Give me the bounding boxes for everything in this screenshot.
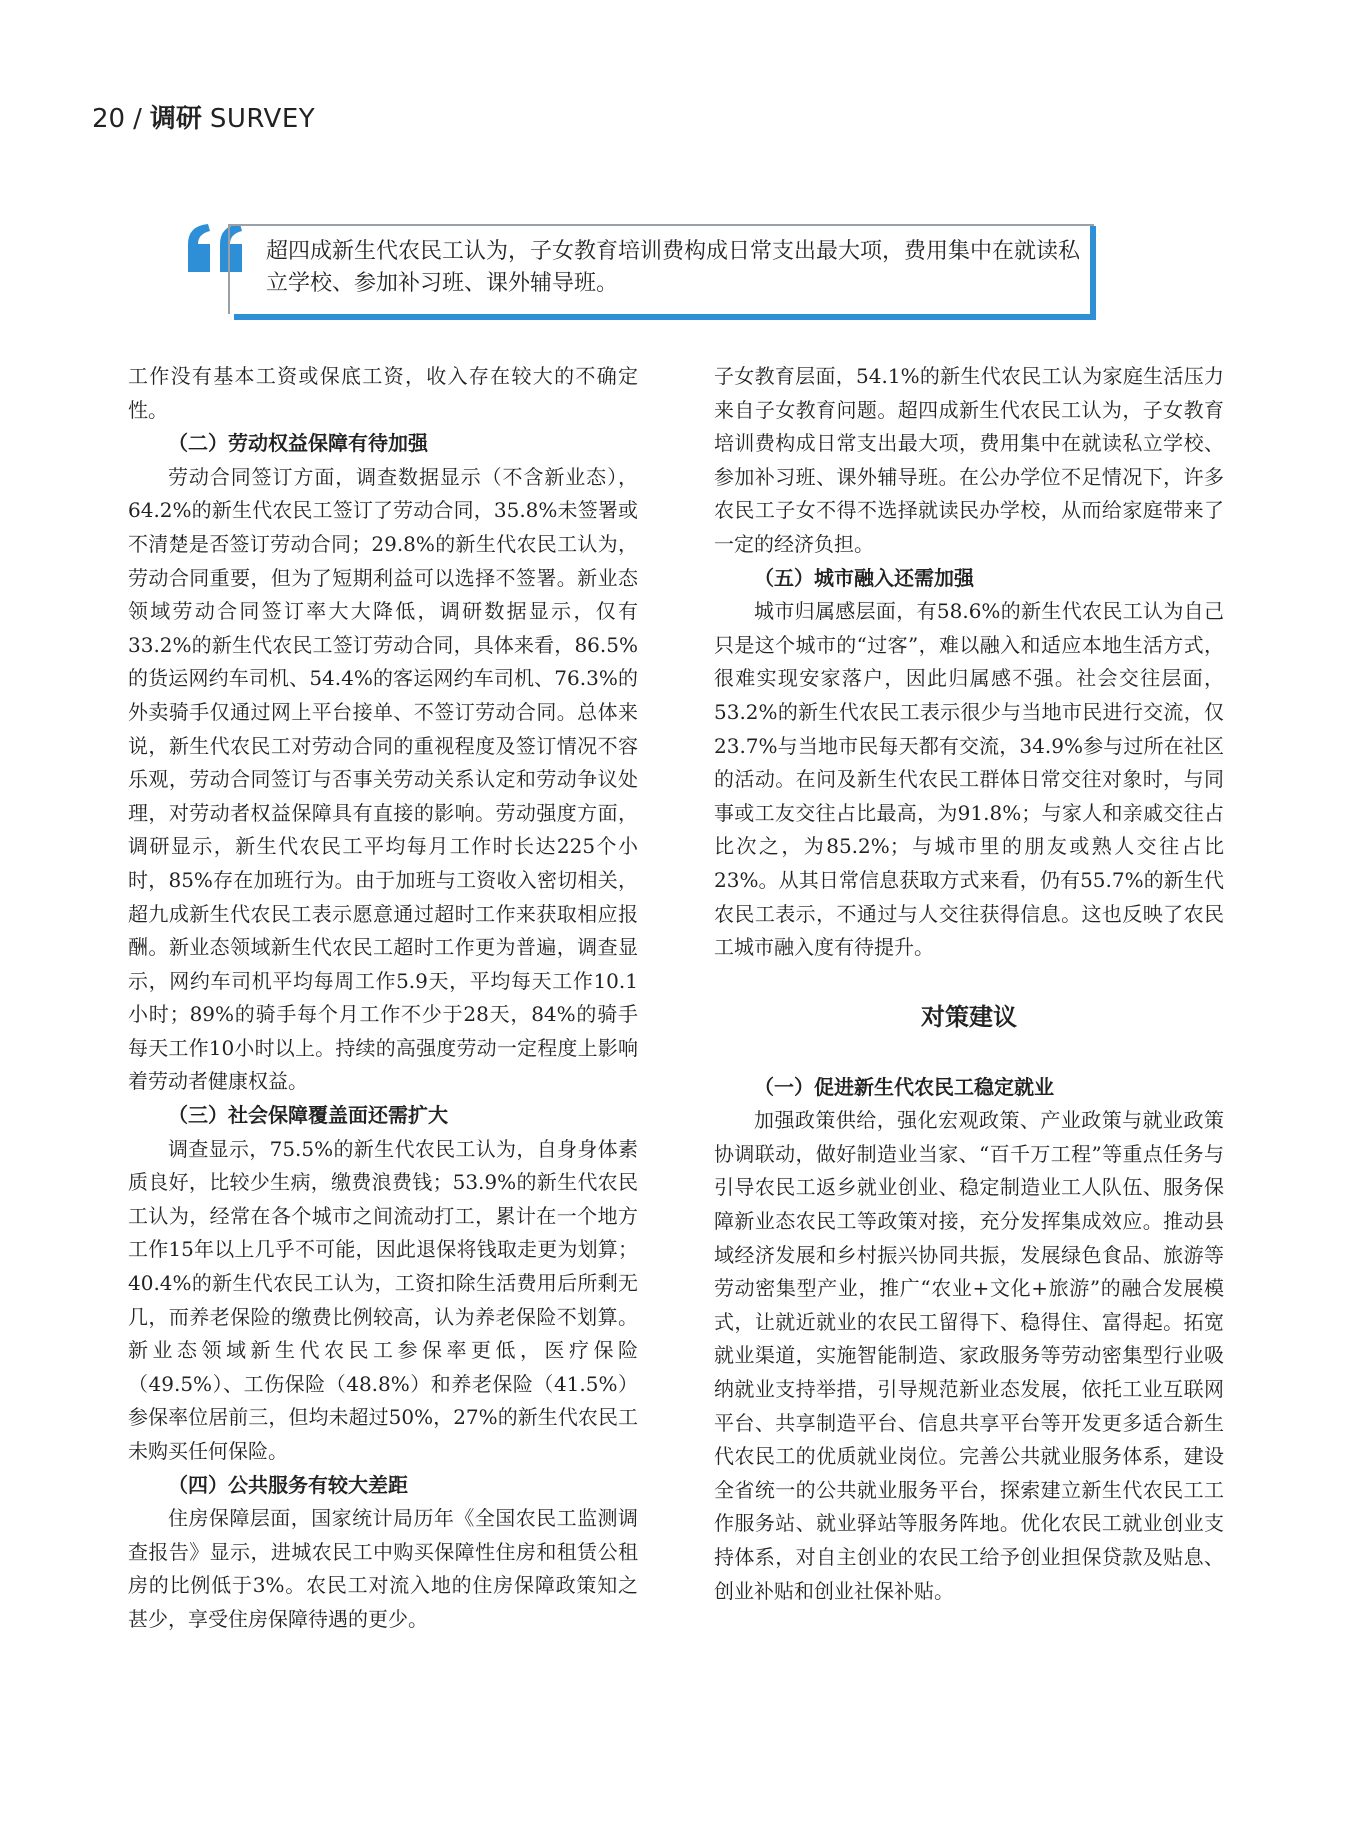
section-heading-recommendations: 对策建议	[921, 1002, 1017, 1031]
subheading-social-security: （三）社会保障覆盖面还需扩大	[168, 1103, 448, 1128]
paragraph: 调查显示，75.5%的新生代农民工认为，自身身体素质良好，比较少生病，缴费浪费钱；53.9%的新生代农民工认为，经常在各个城市之间流动打工，累计在一个地方工作15年以上几乎不可能，因此退保将钱取走更为划算；40.4%的新生代农民工认为，工资扣除生活费用后所剩无几，而养老保险的缴费比例较高，认为养老保险不划算。新业态领域新生代农民工参保率更低，医疗保险（49.5%）、工伤保险（48.8%）和养老保险（41.5%）参保率位居前三，但均未超过50%，27%的新生代农民工未购买任何保险。	[128, 1136, 638, 1463]
pullquote-accent-right	[1090, 226, 1096, 320]
page-number: 20	[92, 104, 126, 134]
right-column	[714, 360, 1224, 1608]
subheading-employment: （一）促进新生代农民工稳定就业	[754, 1074, 1054, 1099]
paragraph: 住房保障层面，国家统计局历年《全国农民工监测调查报告》显示，进城农民工中购买保障性住房和租赁公租房的比例低于3%。农民工对流入地的住房保障政策知之甚少，享受住房保障待遇的更少。	[128, 1506, 638, 1631]
paragraph: 加强政策供给，强化宏观政策、产业政策与就业政策协调联动，做好制造业当家、“百千万工程”等重点任务与引导农民工返乡就业创业、稳定制造业工人队伍、服务保障新业态农民工等政策对接，充分发挥集成效应。推动县域经济发展和乡村振兴协同共振，发展绿色食品、旅游等劳动密集型产业，推广“农业+文化+旅游”的融合发展模式，让就近就业的农民工留得下、稳得住、富得起。拓宽就业渠道，实施智能制造、家政服务等劳动密集型行业吸纳就业支持举措，引导规范新业态发展，依托工业互联网平台、共享制造平台、信息共享平台等开发更多适合新生代农民工的优质就业岗位。完善公共就业服务体系，建设全省统一的公共就业服务平台，探索建立新生代农民工工作服务站、就业驿站等服务阵地。优化农民工就业创业支持体系，对自主创业的农民工给予创业担保贷款及贴息、创业补贴和创业社保补贴。	[714, 1108, 1224, 1603]
paragraph: 子女教育层面，54.1%的新生代农民工认为家庭生活压力来自子女教育问题。超四成新生代农民工认为，子女教育培训费构成日常支出最大项，费用集中在就读私立学校、参加补习班、课外辅导班。在公办学位不足情况下，许多农民工子女不得不选择就读民办学校，从而给家庭带来了一定的经济负担。	[714, 364, 1224, 556]
paragraph: 城市归属感层面，有58.6%的新生代农民工认为自己只是这个城市的“过客”，难以融入和适应本地生活方式，很难实现安家落户，因此归属感不强。社会交往层面，53.2%的新生代农民工表示很少与当地市民进行交流，仅23.7%与当地市民每天都有交流，34.9%参与过所在社区的活动。在问及新生代农民工群体日常交往对象时，与同事或工友交往占比最高，为91.8%；与家人和亲戚交往占比次之，为85.2%；与城市里的朋友或熟人交往占比23%。从其日常信息获取方式来看，仍有55.7%的新生代农民工表示，不通过与人交往获得信息。这也反映了农民工城市融入度有待提升。	[714, 599, 1224, 960]
paragraph: 工作没有基本工资或保底工资，收入存在较大的不确定性。	[128, 364, 638, 422]
pullquote-accent-bottom	[234, 314, 1096, 320]
subheading-public-services: （四）公共服务有较大差距	[168, 1472, 408, 1497]
paragraph: 劳动合同签订方面，调查数据显示（不含新业态），64.2%的新生代农民工签订了劳动合同，35.8%未签署或不清楚是否签订劳动合同；29.8%的新生代农民工认为，劳动合同重要，但为了短期利益可以选择不签署。新业态领域劳动合同签订率大大降低，调研数据显示，仅有33.2%的新生代农民工签订劳动合同，具体来看，86.5%的货运网约车司机、54.4%的客运网约车司机、76.3%的外卖骑手仅通过网上平台接单、不签订劳动合同。总体来说，新生代农民工对劳动合同的重视程度及签订情况不容乐观，劳动合同签订与否事关劳动关系认定和劳动争议处理，对劳动者权益保障具有直接的影响。劳动强度方面，调研显示，新生代农民工平均每月工作时长达225个小时，85%存在加班行为。由于加班与工资收入密切相关，超九成新生代农民工表示愿意通过超时工作来获取相应报酬。新业态领域新生代农民工超时工作更为普遍，调查显示，网约车司机平均每周工作5.9天，平均每天工作10.1小时；89%的骑手每个月工作不少于28天，84%的骑手每天工作10小时以上。持续的高强度劳动一定程度上影响着劳动者健康权益。	[128, 464, 638, 1094]
header-separator: /	[133, 104, 142, 134]
section-title-cn: 调研	[149, 104, 202, 134]
page-header	[92, 98, 315, 135]
section-title-en: SURVEY	[209, 104, 316, 134]
subheading-city-integration: （五）城市融入还需加强	[754, 565, 974, 590]
subheading-labor-rights: （二）劳动权益保障有待加强	[168, 431, 428, 456]
pullquote-text: 超四成新生代农民工认为，子女教育培训费构成日常支出最大项，费用集中在就读私立学校、参加补习班、课外辅导班。	[266, 239, 1081, 296]
left-column	[128, 360, 638, 1637]
